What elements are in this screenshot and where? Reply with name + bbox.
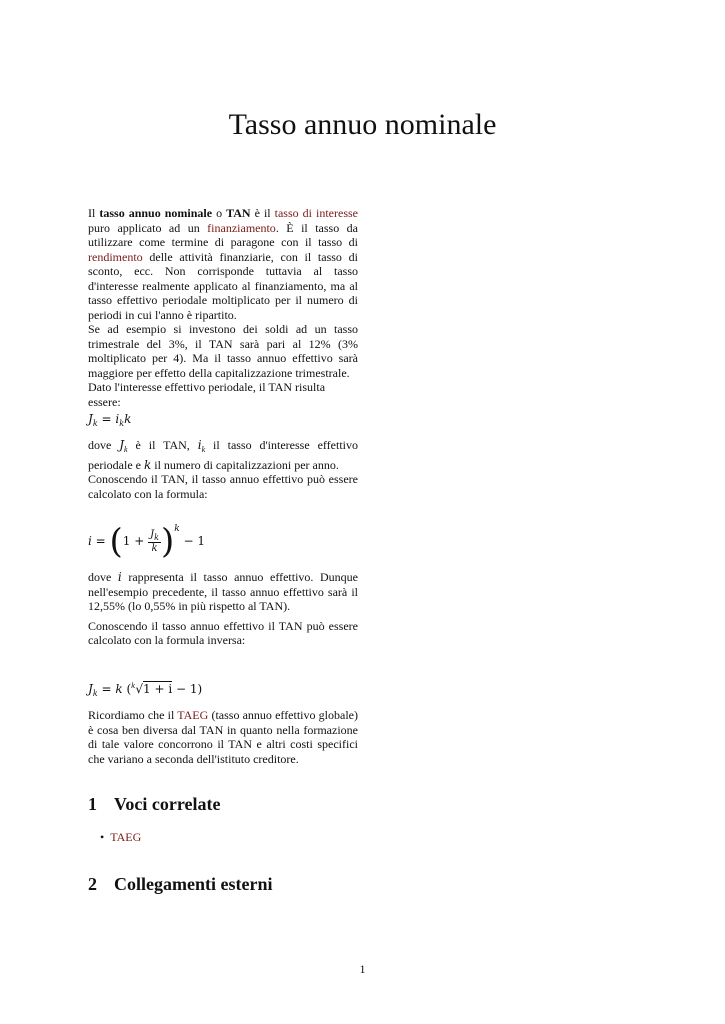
result-block <box>88 570 358 648</box>
taeg-paragraph <box>88 708 358 766</box>
tan-intro-paragraph: Dato l'interesse effettivo periodale, il TAN risulta essere: <box>88 380 326 409</box>
math-sub: k <box>124 445 128 454</box>
intro-block <box>88 206 358 409</box>
math-var: J <box>150 529 155 540</box>
math-term: 1 + <box>122 534 149 548</box>
math-op: = <box>97 682 116 696</box>
inverse-intro-paragraph: Conoscendo il tasso annuo effettivo il TAN può essere calcolato con la formula inversa: <box>88 618 358 647</box>
section-number: 1 <box>88 794 97 814</box>
text: Ricordiamo che il <box>88 708 178 722</box>
section-heading-voci-correlate <box>88 794 220 815</box>
page-title: Tasso annuo nominale <box>228 108 497 141</box>
math-var: k <box>115 682 123 696</box>
math-op: = <box>91 534 110 548</box>
list-item <box>100 830 141 845</box>
section-number: 2 <box>88 874 97 894</box>
taeg-block <box>88 708 358 766</box>
example-paragraph: Se ad esempio si investono dei soldi ad un tasso trimestrale del 3%, il TAN sarà pari al 12% (3% moltiplicato per 4). Ma il tasso annuo effettivo sarà maggiore per effetto della capitalizzazione trimestrale. <box>88 322 358 380</box>
page-number: 1 <box>359 962 366 976</box>
section-title: Collegamenti esterni <box>114 874 273 894</box>
text: è il <box>250 206 275 220</box>
text: delle attività finanziarie, con il tasso di sconto, ecc. Non corrisponde tuttavia al tasso d'interesse realmente applicato al finanziamento, ma al tasso effettivo periodale moltiplicato per il numero di periodi in cui l'anno è ripartito. <box>88 249 358 322</box>
text: dove <box>88 570 118 584</box>
text: il tasso d'interesse effettivo periodale e <box>88 438 358 472</box>
right-paren: ) <box>161 521 175 562</box>
text: rappresenta il tasso annuo effettivo. Dunque nell'esempio precedente, il tasso annuo effettivo sarà il 12,55% (lo 0,55% in più rispetto al TAN). <box>88 570 359 613</box>
formula-tan <box>88 412 131 428</box>
math-var: J <box>88 682 93 696</box>
effective-intro-paragraph: Conoscendo il TAN, il tasso annuo effettivo può essere calcolato con la formula: <box>88 472 358 501</box>
where-paragraph <box>88 438 358 472</box>
intro-paragraph <box>88 206 358 322</box>
root-index: k <box>131 682 136 690</box>
link-finanziamento[interactable]: finanziamento <box>207 220 276 235</box>
bold-term: tasso annuo nominale <box>99 206 213 220</box>
math-var: i <box>88 534 92 548</box>
link-rendimento[interactable]: rendimento <box>88 249 143 264</box>
math-var: J <box>119 438 125 452</box>
explanation-block <box>88 438 358 501</box>
math-var: J <box>88 412 93 426</box>
bullet-icon: • <box>100 830 105 844</box>
text: è il TAN, <box>127 438 198 452</box>
left-paren: ( <box>109 521 123 562</box>
math-op: = <box>97 412 116 426</box>
math-var: k <box>143 457 152 472</box>
math-sub: k <box>201 445 206 454</box>
math-var: i <box>115 412 120 426</box>
link-tasso-di-interesse[interactable]: tasso di interesse <box>274 206 358 220</box>
text: puro applicato ad un <box>88 220 208 235</box>
math-var: k <box>151 543 158 554</box>
math-sub: k <box>92 419 98 428</box>
math-exponent: k <box>174 524 180 534</box>
math-term: − 1 <box>179 534 206 548</box>
section-title: Voci correlate <box>114 794 221 814</box>
math-var: k <box>124 412 132 426</box>
math-sub: k <box>154 533 159 542</box>
result-paragraph <box>88 570 358 614</box>
text: . È il tasso da utilizzare come termine di paragone con il tasso di <box>88 220 358 249</box>
link-taeg-related[interactable]: TAEG <box>110 830 142 844</box>
root-icon: √ <box>135 682 144 696</box>
math-op: ( <box>122 682 132 696</box>
math-sub: k <box>92 689 98 698</box>
link-taeg[interactable]: TAEG <box>177 708 209 722</box>
bold-term: TAN <box>226 206 251 220</box>
text: Il <box>88 206 100 220</box>
fraction <box>148 529 161 554</box>
formula-effective-rate <box>88 521 206 562</box>
text: o <box>212 206 227 220</box>
math-var: i <box>197 438 202 452</box>
formula-inverse <box>88 682 202 698</box>
text: dove <box>88 438 120 452</box>
math-var: i <box>117 570 122 584</box>
math-sub: k <box>119 419 125 428</box>
text: (tasso annuo effettivo globale) è cosa ben diversa dal TAN in quanto nella formazione di tale valore concorrono il TAN e altri costi specifici che variano a seconda dell'istituto creditore. <box>88 708 358 766</box>
text: il numero di capitalizzazioni per anno. <box>151 457 339 472</box>
section-heading-collegamenti-esterni <box>88 874 272 895</box>
math-term: − 1) <box>172 682 203 696</box>
radicand: 1 + i <box>143 682 173 696</box>
